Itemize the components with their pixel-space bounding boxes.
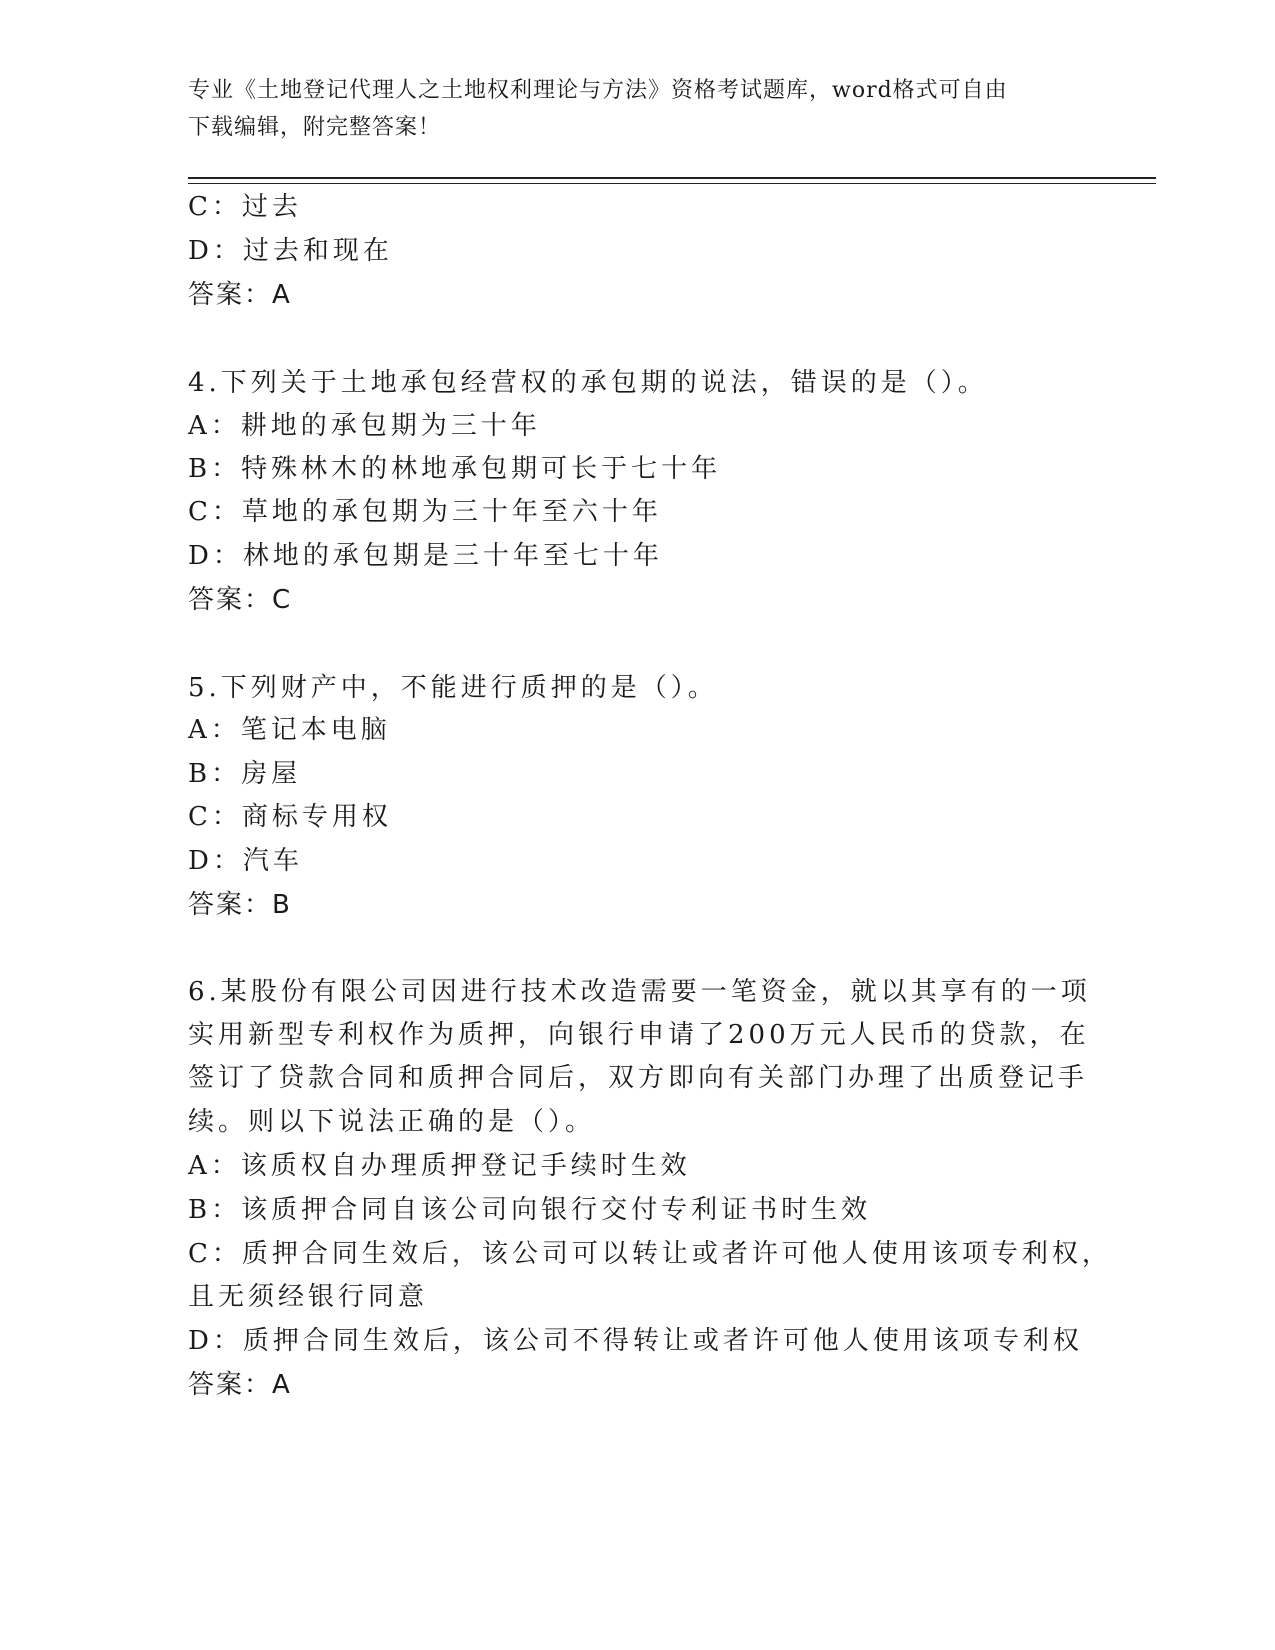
q5-option-c: C：商标专用权	[188, 802, 392, 832]
q6-stem-line-4: 续。则以下说法正确的是（）。	[188, 1107, 596, 1137]
q6-option-b: B：该质押合同自该公司向银行交付专利证书时生效	[188, 1195, 872, 1225]
document-header	[188, 72, 1068, 146]
q4-option-d: D：林地的承包期是三十年至七十年	[188, 541, 663, 571]
q5-option-b: B：房屋	[188, 759, 302, 789]
q4-option-a: A：耕地的承包期为三十年	[188, 411, 541, 441]
q4-answer: 答案：C	[188, 585, 293, 615]
q5-answer: 答案：B	[188, 890, 292, 920]
q5-option-d: D：汽车	[188, 846, 303, 876]
q3-option-d: D：过去和现在	[188, 236, 393, 266]
q6-option-c-line-2: 且无须经银行同意	[188, 1282, 429, 1312]
header-line-2: 下载编辑，附完整答案！	[188, 115, 442, 140]
q6-stem-line-1: 6.某股份有限公司因进行技术改造需要一笔资金，就以其享有的一项	[188, 977, 1091, 1007]
q6-option-d: D：质押合同生效后，该公司不得转让或者许可他人使用该项专利权	[188, 1326, 1083, 1356]
q6-option-a: A：该质权自办理质押登记手续时生效	[188, 1151, 691, 1181]
header-divider-thin	[188, 183, 1156, 184]
q3-answer: 答案：A	[188, 280, 292, 310]
q4-option-b: B：特殊林木的林地承包期可长于七十年	[188, 454, 722, 484]
q6-answer: 答案：A	[188, 1370, 292, 1400]
q5-stem: 5.下列财产中，不能进行质押的是（）。	[188, 673, 718, 703]
q3-option-c: C：过去	[188, 192, 302, 222]
q6-stem-line-3: 签订了贷款合同和质押合同后，双方即向有关部门办理了出质登记手	[188, 1063, 1089, 1093]
q6-option-c-line-1: C：质押合同生效后，该公司可以转让或者许可他人使用该项专利权，	[188, 1239, 1112, 1269]
q6-stem-line-2: 实用新型专利权作为质押，向银行申请了200万元人民币的贷款，在	[188, 1020, 1090, 1050]
q5-option-a: A：笔记本电脑	[188, 715, 391, 745]
header-line-1: 专业《土地登记代理人之土地权利理论与方法》资格考试题库，word格式可自由	[188, 78, 1008, 103]
q4-stem: 4.下列关于土地承包经营权的承包期的说法，错误的是（）。	[188, 368, 988, 398]
q4-option-c: C：草地的承包期为三十年至六十年	[188, 497, 662, 527]
header-divider-thick	[188, 177, 1156, 179]
